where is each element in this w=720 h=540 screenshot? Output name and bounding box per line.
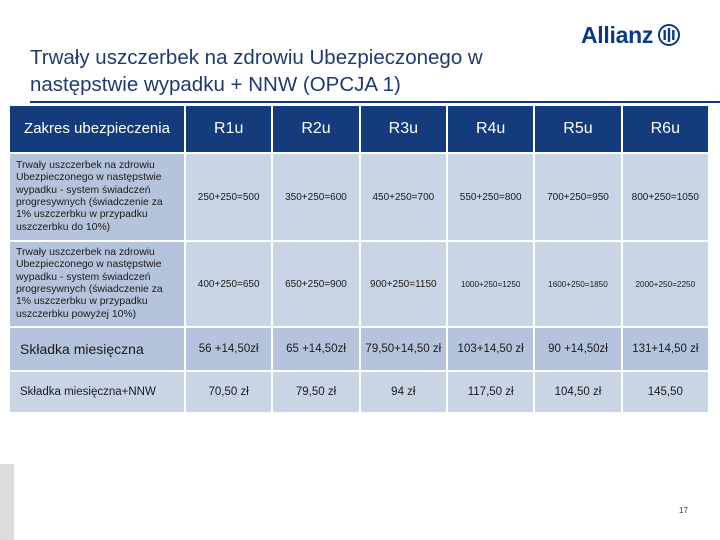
table-row [10,372,710,414]
table-row [10,242,710,328]
table-cell: 550+250=800 [448,154,535,242]
table-cell: 900+250=1150 [361,242,448,328]
table-cell: 250+250=500 [186,154,273,242]
table-cell: 94 zł [361,372,448,414]
table-cell: 65 +14,50zł [273,328,360,372]
row-label: Składka miesięczna+NNW [10,372,186,414]
table-header-row [10,106,710,154]
row-label: Składka miesięczna [10,328,186,372]
row-label: Trwały uszczerbek na zdrowiu Ubezpieczonego w następstwie wypadku - system świadczeń progresywnych (świadczenie za 1% uszczerbku w przypadku uszczerbku powyżej 10%) [10,242,186,328]
allianz-logo [581,21,680,49]
table-cell: 1600+250=1850 [535,242,622,328]
table-cell: 79,50+14,50 zł [361,328,448,372]
table-cell: 131+14,50 zł [623,328,710,372]
table-cell: 400+250=650 [186,242,273,328]
allianz-eagle-icon [658,24,680,46]
table-cell: 117,50 zł [448,372,535,414]
header-cell-r3u: R3u [361,106,448,154]
coverage-table [10,106,710,414]
footer-sidebar-strip [0,464,14,540]
header-cell-r4u: R4u [448,106,535,154]
table-cell: 450+250=700 [361,154,448,242]
table-cell: 350+250=600 [273,154,360,242]
header-cell-r2u: R2u [273,106,360,154]
table-cell: 145,50 [623,372,710,414]
table-cell: 104,50 zł [535,372,622,414]
slide-title: Trwały uszczerbek na zdrowiu Ubezpieczonego w następstwie wypadku + NNW (OPCJA 1) [30,46,483,96]
table-row [10,328,710,372]
table-cell: 1000+250=1250 [448,242,535,328]
table-row [10,154,710,242]
logo-text: Allianz [581,21,654,48]
header-cell-r6u: R6u [623,106,710,154]
table-cell: 56 +14,50zł [186,328,273,372]
page-number: 17 [679,506,688,515]
table-cell: 103+14,50 zł [448,328,535,372]
header-cell-scope: Zakres ubezpieczenia [10,106,186,154]
table-cell: 700+250=950 [535,154,622,242]
header-cell-r5u: R5u [535,106,622,154]
table-cell: 800+250=1050 [623,154,710,242]
table-cell: 650+250=900 [273,242,360,328]
table-cell: 70,50 zł [186,372,273,414]
title-divider [30,101,720,103]
table-cell: 90 +14,50zł [535,328,622,372]
table-cell: 79,50 zł [273,372,360,414]
row-label: Trwały uszczerbek na zdrowiu Ubezpieczonego w następstwie wypadku - system świadczeń progresywnych (świadczenie za 1% uszczerbku w przypadku uszczerbku do 10%) [10,154,186,242]
table-cell: 2000+250=2250 [623,242,710,328]
header-cell-r1u: R1u [186,106,273,154]
